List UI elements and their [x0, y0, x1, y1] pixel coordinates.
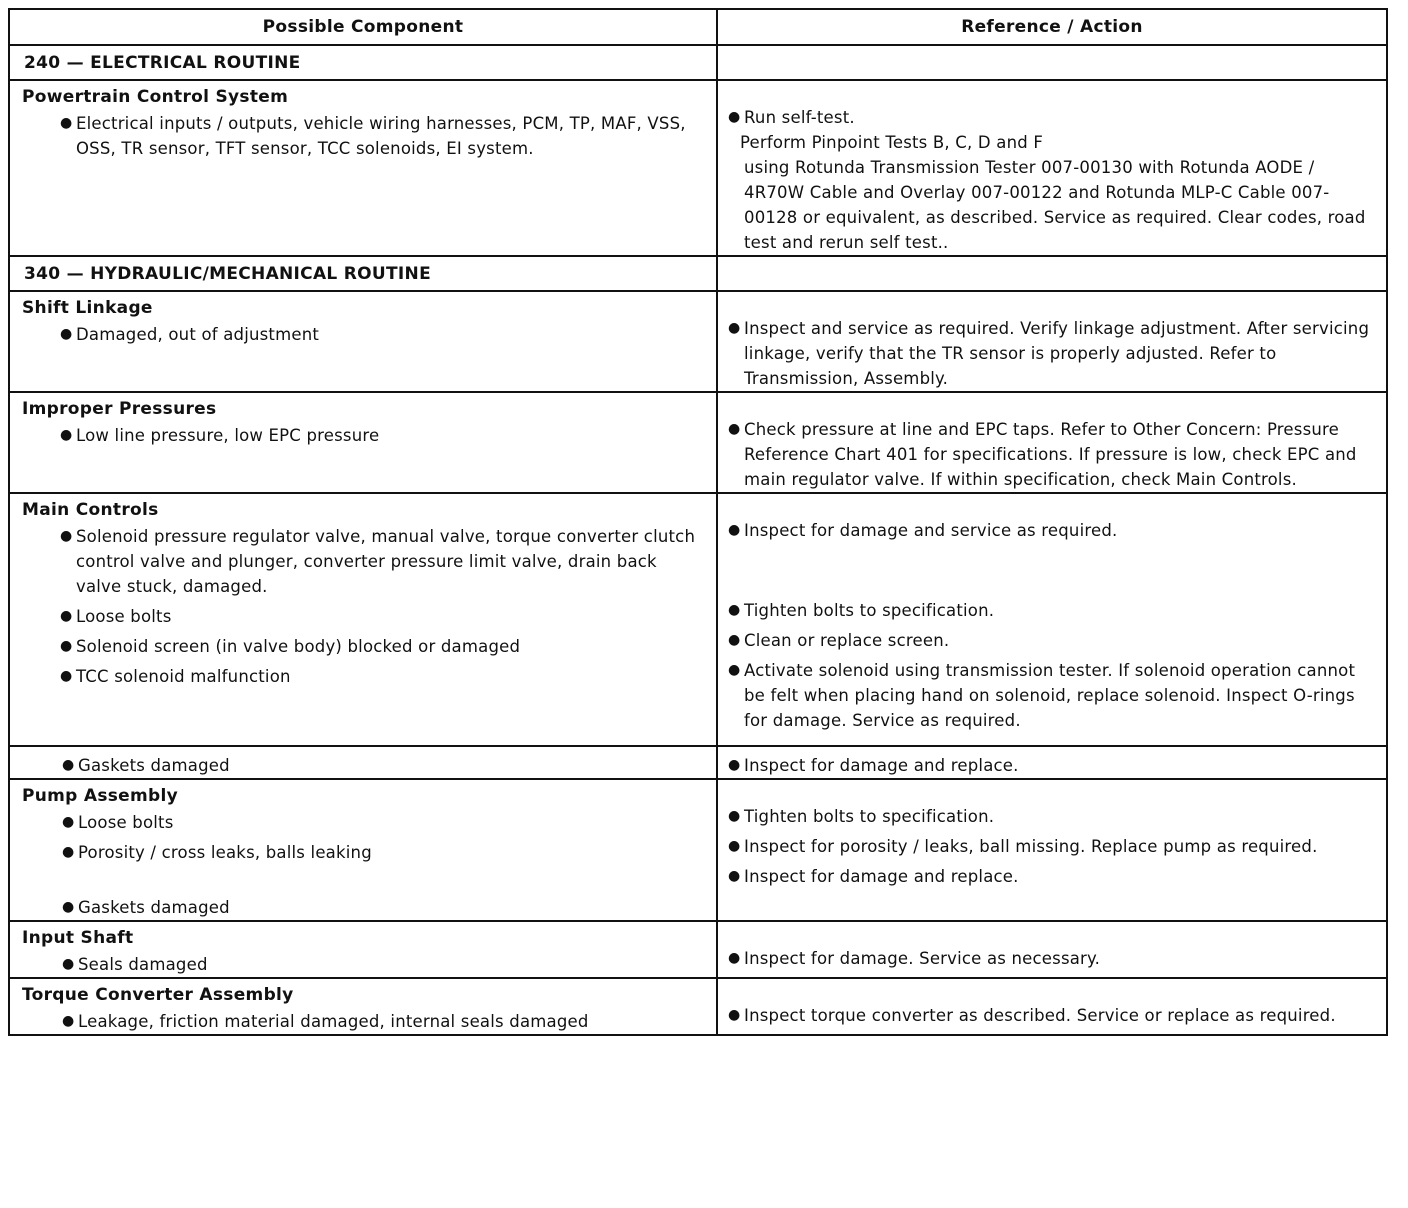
section-powertrain [9, 80, 1387, 256]
diagnosis-table-page [8, 8, 1386, 1036]
action-item: ● Check pressure at line and EPC taps. Refer to Other Concern: Pressure Reference Chart 401 for specifications. If pressure is low, check EPC and main regulator valve. If within specification, check Main Controls. [718, 417, 1386, 492]
routine-row-hydraulic [9, 256, 1387, 291]
bullet-icon: ● [728, 602, 741, 618]
cause-item: ● Gaskets damaged [10, 753, 716, 778]
action-item: ● Inspect and service as required. Verify linkage adjustment. After servicing linkage, verify that the TR sensor is properly adjusted. Refer to Transmission, Assembly. [718, 316, 1386, 391]
cause-item: ● TCC solenoid malfunction [10, 664, 716, 689]
bullet-icon: ● [60, 668, 73, 684]
bullet-icon: ● [60, 528, 73, 544]
bullet-icon: ● [62, 956, 75, 972]
bullet-icon: ● [62, 757, 75, 773]
section-shift-linkage [9, 291, 1387, 392]
section-title-converter: Torque Converter Assembly [22, 985, 294, 1005]
bullet-icon: ● [60, 638, 73, 654]
header-component: Possible Component [9, 9, 717, 45]
bullet-icon: ● [60, 326, 73, 342]
bullet-icon: ● [728, 950, 741, 966]
action-item-detail: using Rotunda Transmission Tester 007-00130 with Rotunda AODE / 4R70W Cable and Overlay 007-00122 and Rotunda MLP-C Cable 007-00128 or equivalent, as described. Service as required. Clear codes, road test and rerun self test.. [744, 158, 1366, 252]
action-item: ● Inspect for porosity / leaks, ball missing. Replace pump as required. [718, 834, 1386, 859]
bullet-icon: ● [728, 109, 741, 125]
bullet-icon: ● [728, 662, 741, 678]
cause-item: ● Solenoid screen (in valve body) blocked or damaged [10, 634, 716, 659]
action-item: ● Inspect torque converter as described. Service or replace as required. [718, 1003, 1386, 1028]
cause-item: ● Gaskets damaged [10, 895, 716, 920]
action-item-continued: Perform Pinpoint Tests B, C, D and F [740, 133, 1044, 152]
bullet-icon: ● [728, 868, 741, 884]
bullet-icon: ● [728, 522, 741, 538]
section-title-pump: Pump Assembly [22, 786, 178, 806]
action-item: ● Inspect for damage. Service as necessary. [718, 946, 1386, 971]
bullet-icon: ● [728, 808, 741, 824]
cause-item: ● Electrical inputs / outputs, vehicle wiring harnesses, PCM, TP, MAF, VSS, OSS, TR sensor, TFT sensor, TCC solenoids, EI system. [10, 111, 716, 161]
section-title-pressures: Improper Pressures [22, 399, 217, 419]
bullet-icon: ● [728, 632, 741, 648]
cause-item: ● Seals damaged [10, 952, 716, 977]
action-item: ● Run self-test. [718, 105, 1386, 130]
section-torque-converter [9, 978, 1387, 1035]
action-item: ● Activate solenoid using transmission tester. If solenoid operation cannot be felt when placing hand on solenoid, replace solenoid. Inspect O-rings for damage. Service as required. [718, 658, 1386, 733]
bullet-icon: ● [62, 844, 75, 860]
action-item: ● Tighten bolts to specification. [718, 598, 1386, 623]
bullet-icon: ● [728, 421, 741, 437]
bullet-icon: ● [60, 427, 73, 443]
action-item: ● Inspect for damage and replace. [718, 864, 1386, 889]
cause-item: ● Loose bolts [10, 810, 716, 835]
section-title-shift: Shift Linkage [22, 298, 153, 318]
routine-title-hydraulic: 340 — HYDRAULIC/MECHANICAL ROUTINE [24, 264, 431, 284]
cause-item: ● Damaged, out of adjustment [10, 322, 716, 347]
cause-item: ● Solenoid pressure regulator valve, manual valve, torque converter clutch control valve and plunger, converter pressure limit valve, drain back valve stuck, damaged. [10, 524, 716, 599]
bullet-icon: ● [728, 757, 741, 773]
action-item: ● Tighten bolts to specification. [718, 804, 1386, 829]
bullet-icon: ● [62, 814, 75, 830]
cause-item: ● Porosity / cross leaks, balls leaking [10, 840, 716, 865]
action-item: ● Clean or replace screen. [718, 628, 1386, 653]
bullet-icon: ● [60, 608, 73, 624]
bullet-icon: ● [62, 1013, 75, 1029]
diagnosis-table [8, 8, 1388, 1036]
section-title-main: Main Controls [22, 500, 159, 520]
routine-title-electrical: 240 — ELECTRICAL ROUTINE [24, 53, 301, 73]
header-row [9, 9, 1387, 45]
header-action: Reference / Action [717, 9, 1387, 45]
action-item: ● Inspect for damage and replace. [718, 753, 1386, 778]
routine-row-electrical [9, 45, 1387, 80]
section-main-controls [9, 493, 1387, 746]
cause-item: ● Low line pressure, low EPC pressure [10, 423, 716, 448]
section-improper-pressures [9, 392, 1387, 493]
section-pump-assembly [9, 779, 1387, 921]
section-title-input: Input Shaft [22, 928, 134, 948]
action-item: ● Inspect for damage and service as required. [718, 518, 1386, 543]
bullet-icon: ● [728, 1007, 741, 1023]
section-input-shaft [9, 921, 1387, 978]
bullet-icon: ● [62, 899, 75, 915]
bullet-icon: ● [728, 320, 741, 336]
cause-item: ● Leakage, friction material damaged, internal seals damaged [10, 1009, 716, 1034]
cause-item: ● Loose bolts [10, 604, 716, 629]
bullet-icon: ● [60, 115, 73, 131]
bullet-icon: ● [728, 838, 741, 854]
section-main-controls-continued [9, 746, 1387, 779]
section-title-powertrain: Powertrain Control System [22, 87, 289, 107]
